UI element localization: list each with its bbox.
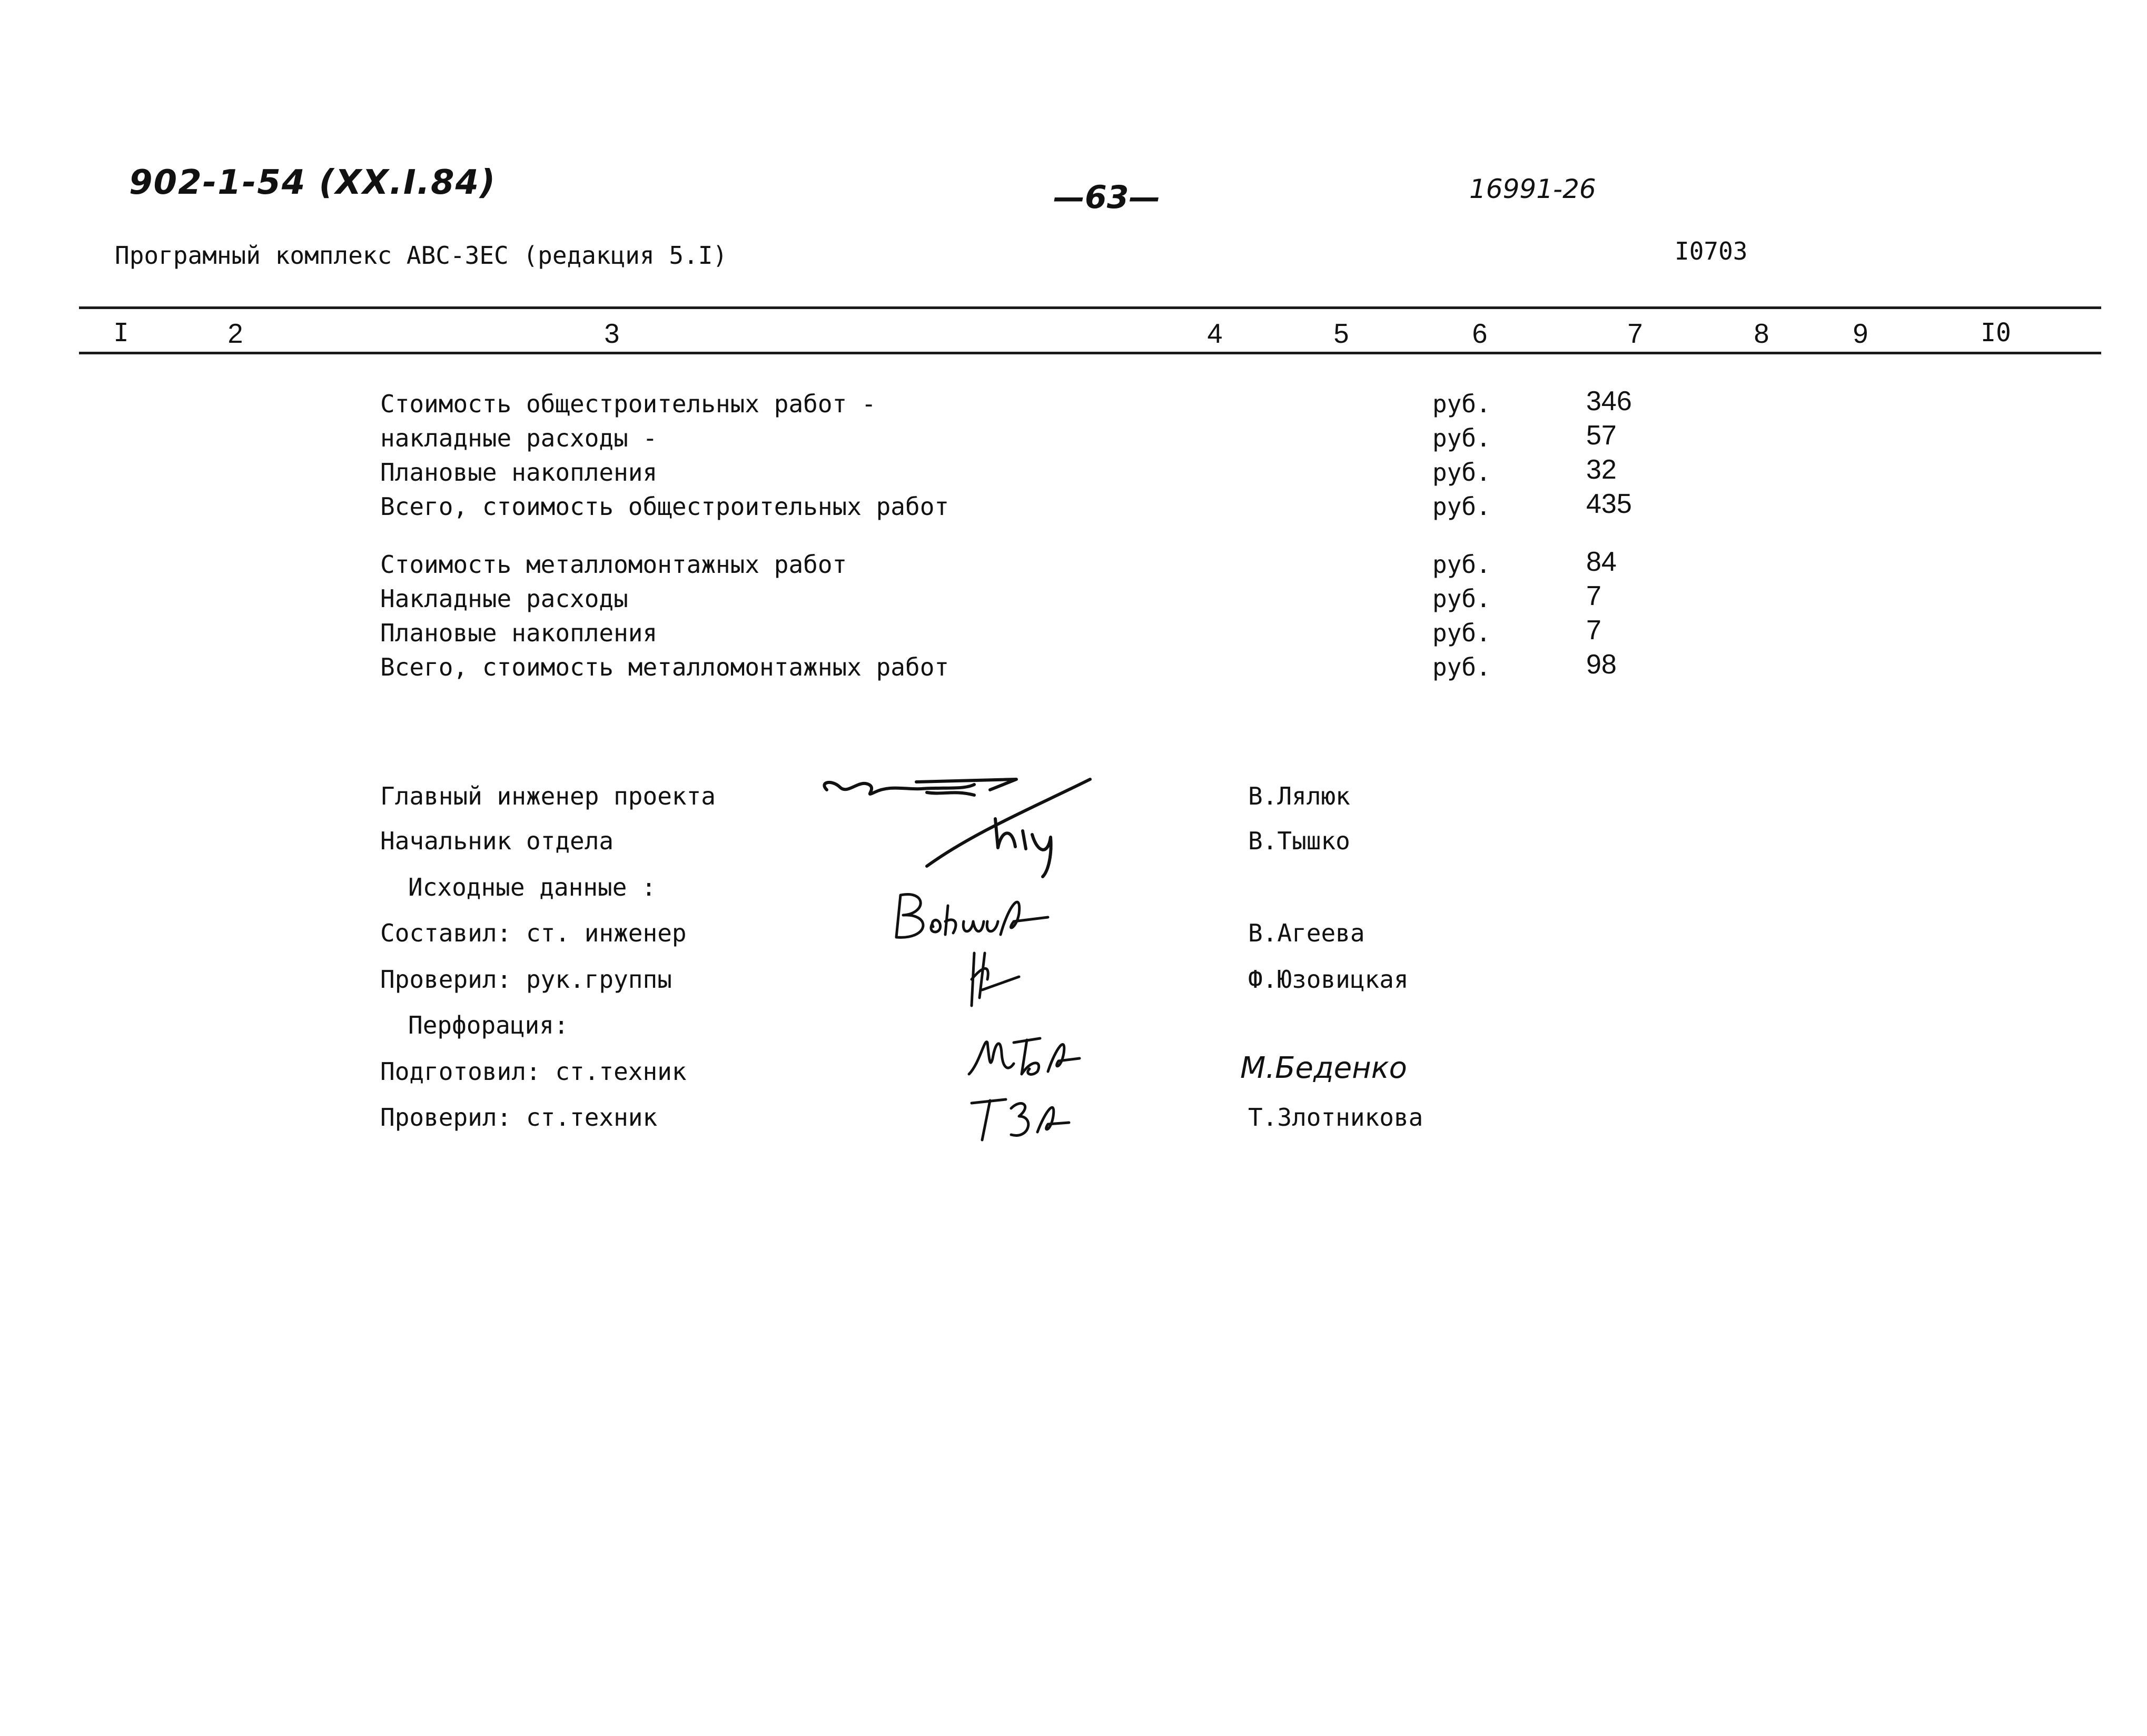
- checked-by-group-label: Проверил: рук.группы: [380, 965, 672, 994]
- signature-checked-group: [958, 943, 1032, 1011]
- column-header-2: 2: [227, 319, 243, 349]
- prepared-by-name: М.Беденко: [1240, 1051, 1407, 1085]
- chief-engineer-name: В.Лялюк: [1248, 782, 1350, 810]
- document-code: 902-1-54 (XX.I.84): [129, 163, 497, 202]
- row-unit: руб.: [1432, 492, 1491, 521]
- row-label: Стоимость общестроительных работ -: [380, 390, 876, 418]
- header-top-rule: [79, 306, 2101, 309]
- chief-engineer-label: Главный инженер проекта: [380, 782, 716, 810]
- row-unit: руб.: [1432, 584, 1491, 613]
- header-bottom-rule: [79, 352, 2101, 354]
- row-unit: руб.: [1432, 550, 1491, 579]
- row-value: 7: [1586, 581, 1601, 611]
- row-unit: руб.: [1432, 390, 1491, 418]
- page-number: —63—: [1053, 179, 1161, 216]
- column-header-8: 8: [1754, 319, 1769, 349]
- row-unit: руб.: [1432, 653, 1491, 681]
- signature-checked-tech: [964, 1090, 1085, 1148]
- row-value: 32: [1586, 454, 1617, 485]
- row-label: Плановые накопления: [380, 458, 658, 487]
- row-value: 7: [1586, 615, 1601, 646]
- row-value: 346: [1586, 386, 1632, 416]
- column-header-6: 6: [1472, 319, 1488, 349]
- row-unit: руб.: [1432, 619, 1491, 647]
- signature-chief-engineer-and-dept-head: [816, 769, 1159, 885]
- row-value-total: 98: [1586, 649, 1617, 680]
- sheet-code: I0703: [1675, 237, 1748, 265]
- column-header-7: 7: [1627, 319, 1643, 349]
- row-label-total: Всего, стоимость общестроительных работ: [380, 492, 949, 521]
- column-header-10: I0: [1981, 318, 2011, 348]
- column-header-5: 5: [1333, 319, 1349, 349]
- checked-by-tech-label: Проверил: ст.техник: [380, 1103, 658, 1132]
- row-value-total: 435: [1586, 489, 1632, 519]
- row-label: Накладные расходы: [380, 584, 628, 613]
- row-label: Плановые накопления: [380, 619, 658, 647]
- row-value: 84: [1586, 547, 1617, 577]
- checked-by-tech-name: Т.Злотникова: [1248, 1103, 1423, 1132]
- row-label: Стоимость металломонтажных работ: [380, 550, 847, 579]
- reference-code: 16991-26: [1469, 174, 1596, 204]
- column-header-1: I: [113, 318, 129, 348]
- signature-prepared: [964, 1027, 1085, 1085]
- source-data-heading: Исходные данные :: [408, 873, 656, 901]
- column-header-3: 3: [604, 319, 620, 349]
- row-unit: руб.: [1432, 424, 1491, 452]
- perforation-heading: Перфорация:: [408, 1011, 569, 1039]
- prepared-by-label: Подготовил: ст.техник: [380, 1057, 687, 1086]
- column-header-4: 4: [1207, 319, 1223, 349]
- row-unit: руб.: [1432, 458, 1491, 487]
- checked-by-group-name: Ф.Юзовицкая: [1248, 965, 1409, 994]
- dept-head-label: Начальник отдела: [380, 827, 614, 855]
- row-label: накладные расходы -: [380, 424, 658, 452]
- row-value: 57: [1586, 420, 1617, 451]
- compiled-by-name: В.Агеева: [1248, 919, 1365, 947]
- program-title: Програмный комплекс АВС-ЗЕС (редакция 5.I): [115, 241, 728, 270]
- column-header-9: 9: [1853, 319, 1868, 349]
- signature-compiled: [890, 885, 1058, 948]
- compiled-by-label: Составил: ст. инженер: [380, 919, 687, 947]
- dept-head-name: В.Тышко: [1248, 827, 1350, 855]
- row-label-total: Всего, стоимость металломонтажных работ: [380, 653, 949, 681]
